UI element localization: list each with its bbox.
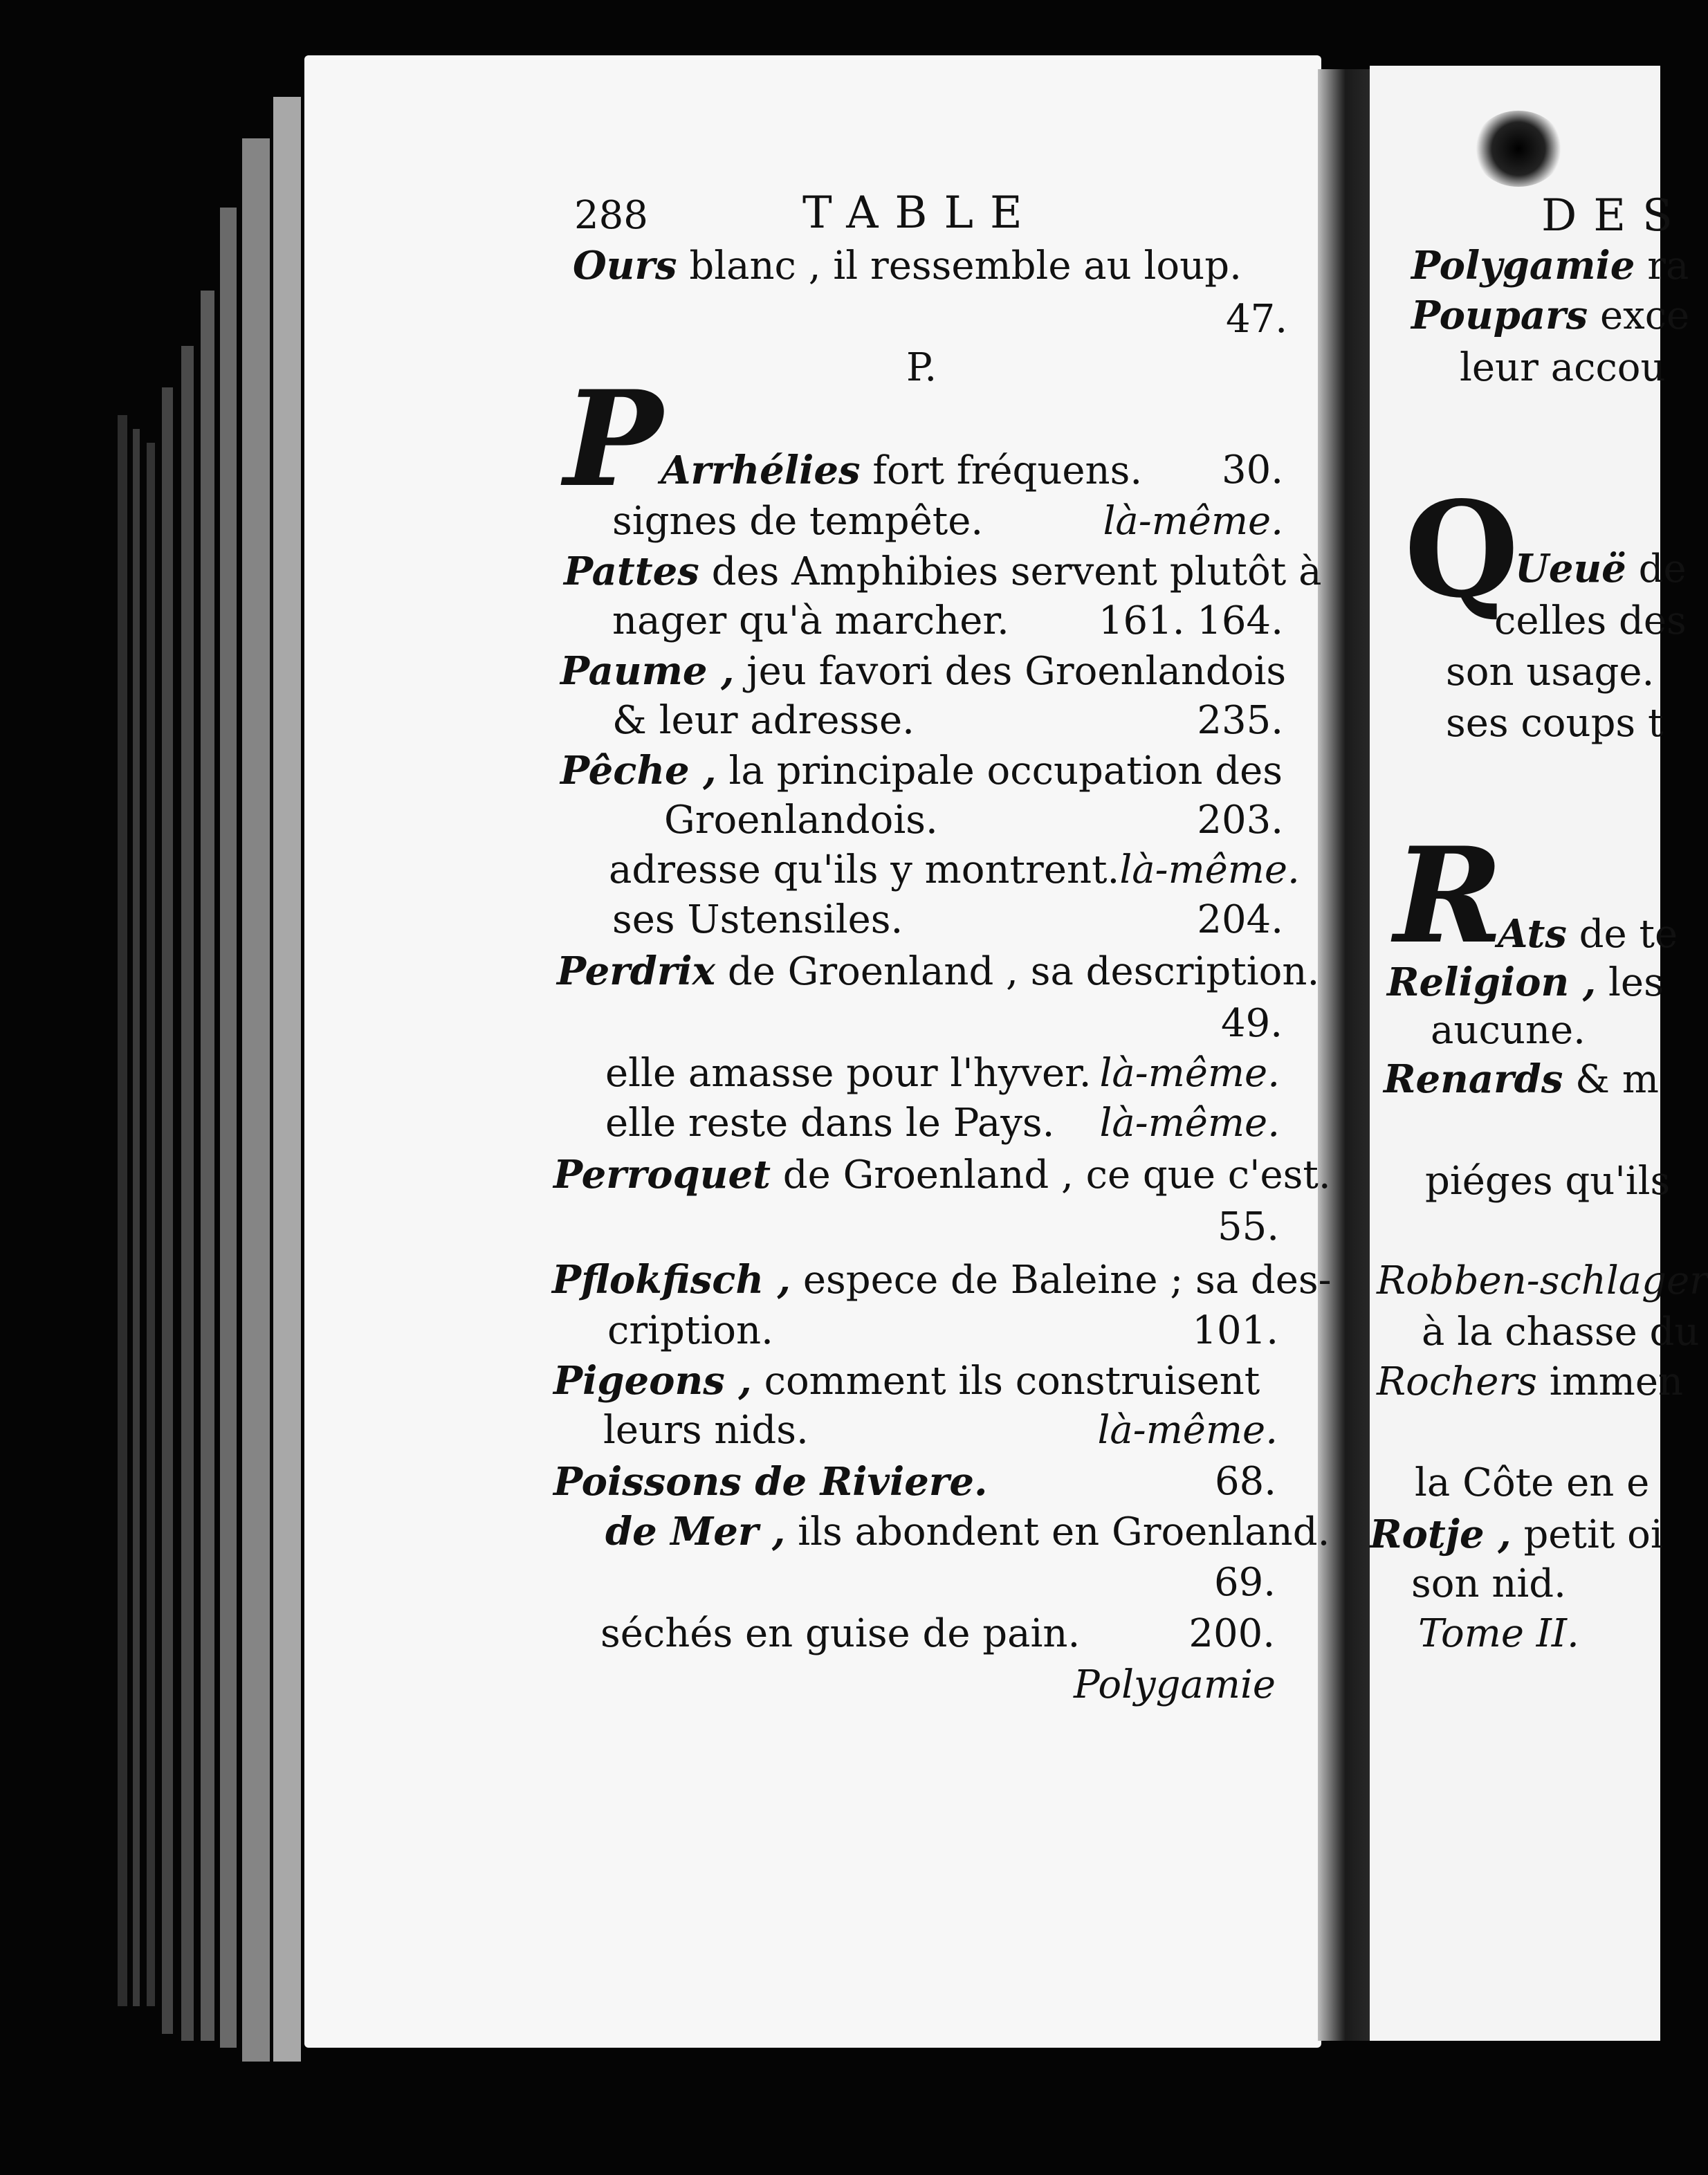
- entry-text: elle reste dans le Pays.: [605, 1101, 1055, 1146]
- index-entry: [1370, 1512, 1663, 1557]
- entry-text: de Groenland , sa description.: [727, 949, 1320, 994]
- entry-head: Perdrix: [557, 948, 716, 994]
- index-entry: [1377, 1360, 1683, 1404]
- entry-text: exce: [1599, 293, 1690, 338]
- entry-text: piéges qu'ils: [1425, 1159, 1671, 1204]
- index-entry: [553, 1359, 1260, 1404]
- entry-page-ref: 200.: [1188, 1611, 1275, 1656]
- running-head: TABLE: [802, 187, 1039, 239]
- entry-text: celles des: [1494, 598, 1687, 643]
- index-entry: [1415, 1461, 1649, 1505]
- ink-stain: [1473, 111, 1563, 187]
- index-entry: [1460, 346, 1666, 390]
- entry-head: Religion ,: [1387, 960, 1597, 1005]
- entry-head: Pattes: [564, 549, 699, 594]
- right-running-head: DES: [1541, 190, 1689, 241]
- entry-text: la Côte en e: [1415, 1460, 1650, 1505]
- entry-head: de Mer ,: [605, 1509, 786, 1554]
- entry-text: Groenlandois.: [664, 798, 938, 843]
- page-edge: [273, 97, 301, 2062]
- index-entry: [1446, 701, 1663, 746]
- entry-text: immen: [1549, 1359, 1684, 1404]
- entry-text: & m: [1575, 1057, 1659, 1102]
- entry-head: Rotje ,: [1370, 1512, 1512, 1557]
- catchword: Polygamie: [1074, 1662, 1276, 1707]
- entry-page-ref: 30.: [1221, 448, 1283, 493]
- index-entry: [607, 1309, 1278, 1353]
- page-edge: [162, 387, 173, 2034]
- entry-text: ils abondent en Groenland.: [798, 1509, 1330, 1554]
- entry-text: de: [1638, 547, 1687, 591]
- entry-text: signes de tempête.: [612, 499, 984, 544]
- index-entry: [1411, 244, 1689, 288]
- entry-head: Pêche ,: [560, 748, 717, 793]
- index-entry: [1422, 1310, 1699, 1355]
- entry-head: Pflokfisch ,: [552, 1257, 791, 1303]
- entry-head: Poupars: [1411, 293, 1588, 338]
- page-edge: [242, 138, 270, 2062]
- entry-page-ref: 203.: [1197, 798, 1283, 843]
- entry-text: leur accou: [1460, 345, 1666, 390]
- entry-page-ref: 204.: [1197, 897, 1283, 942]
- entry-head: Arrhélies: [661, 448, 861, 493]
- entry-text: ses Ustensiles.: [612, 897, 903, 942]
- entry-head: Polygamie: [1411, 243, 1635, 288]
- section-letter: P.: [906, 345, 937, 390]
- entry-text: des Amphibies servent plutôt à: [711, 549, 1322, 594]
- index-entry: [1494, 599, 1687, 643]
- entry-head: Paume ,: [560, 648, 735, 694]
- page-edge: [201, 291, 214, 2041]
- entry-head: Pigeons ,: [553, 1358, 752, 1404]
- index-entry: [603, 1408, 1278, 1453]
- entry-page-ref: 161. 164.: [1098, 598, 1283, 643]
- entry-text: la principale occupation des: [728, 749, 1283, 793]
- index-entry: [564, 549, 1321, 594]
- index-entry: [600, 1612, 1275, 1656]
- index-entry: [664, 798, 1283, 843]
- drop-cap: Q: [1404, 472, 1519, 627]
- index-entry: [560, 649, 1286, 694]
- index-entry: [612, 898, 1283, 942]
- entry-head: Robben-schlager: [1377, 1258, 1708, 1303]
- entry-text: fort fréquens.: [872, 448, 1143, 493]
- entry-head: Ours: [573, 243, 677, 288]
- entry-page-ref: là-même.: [1099, 1051, 1280, 1096]
- entry-page-ref: là-même.: [1097, 1408, 1278, 1453]
- index-entry: [1411, 1562, 1566, 1606]
- entry-text: aucune.: [1431, 1008, 1586, 1053]
- entry-text: son nid.: [1411, 1561, 1566, 1606]
- page-edge: [118, 415, 127, 2006]
- index-entry: [1515, 547, 1687, 591]
- drop-cap: R: [1394, 818, 1503, 973]
- entry-text: blanc , il ressemble au loup.: [689, 244, 1242, 288]
- entry-page-ref: là-même.: [1099, 1101, 1280, 1146]
- entry-text: petit oi: [1523, 1512, 1663, 1557]
- index-entry: [1425, 1159, 1670, 1204]
- index-entry: [560, 749, 1283, 793]
- entry-text: ses coups t: [1446, 701, 1664, 746]
- entry-text: à la chasse du: [1422, 1310, 1700, 1355]
- entry-head: Ueuë: [1515, 546, 1626, 591]
- entry-head: Tome II.: [1418, 1611, 1579, 1656]
- entry-text: comment ils construisent: [764, 1359, 1260, 1404]
- index-entry: [605, 1101, 1280, 1146]
- entry-page-ref: 101.: [1192, 1308, 1278, 1353]
- entry-text: leurs nids.: [603, 1408, 809, 1453]
- entry-page-ref: là-même.: [1103, 499, 1283, 544]
- index-entry: [553, 1460, 1276, 1504]
- index-entry: [552, 1258, 1332, 1303]
- index-entry: [1384, 1057, 1659, 1102]
- index-entry: [1387, 960, 1664, 1005]
- signature-mark: [1418, 1612, 1579, 1656]
- entry-page-ref: 47.: [1226, 297, 1288, 342]
- page-number: 288: [574, 193, 648, 238]
- entry-text: elle amasse pour l'hyver.: [605, 1051, 1092, 1096]
- index-entry: [605, 1509, 1330, 1554]
- index-entry: [1498, 912, 1678, 957]
- entry-text: cription.: [607, 1308, 773, 1353]
- index-entry: [573, 244, 1292, 288]
- index-entry: [1446, 650, 1654, 695]
- entry-head: Ats: [1498, 911, 1567, 957]
- entry-text: ra: [1647, 244, 1689, 288]
- index-entry: [605, 1052, 1280, 1096]
- entry-text: les: [1608, 960, 1664, 1005]
- entry-text: jeu favori des Groenlandois: [746, 649, 1287, 694]
- index-entry: [557, 949, 1319, 994]
- page-edge: [133, 429, 140, 2006]
- index-entry: [612, 699, 1283, 743]
- entry-text: adresse qu'ils y montrent.: [609, 847, 1120, 892]
- entry-text: & leur adresse.: [612, 698, 915, 743]
- index-entry: [612, 599, 1283, 643]
- entry-text: son usage.: [1446, 650, 1655, 695]
- entry-page-ref: 49.: [1221, 1001, 1283, 1046]
- entry-page-ref: 235.: [1197, 698, 1283, 743]
- index-entry: [612, 499, 1283, 544]
- entry-head: Poissons de Riviere.: [553, 1459, 988, 1505]
- entry-text: de Groenland , ce que c'est.: [782, 1153, 1331, 1197]
- entry-text: espece de Baleine ; sa des-: [802, 1258, 1332, 1303]
- entry-head: Perroquet: [553, 1152, 771, 1197]
- index-entry: [1431, 1009, 1586, 1053]
- entry-page-ref: 68.: [1214, 1459, 1276, 1504]
- index-entry: [1411, 293, 1689, 338]
- index-entry: [661, 448, 1283, 493]
- page-edge: [147, 443, 155, 2006]
- entry-text: séchés en guise de pain.: [600, 1611, 1081, 1656]
- index-entry: [553, 1153, 1331, 1197]
- book-gutter: [1318, 69, 1373, 2041]
- entry-page-ref: 55.: [1218, 1204, 1280, 1249]
- page-edge: [220, 208, 237, 2048]
- drop-cap: P: [564, 362, 663, 516]
- entry-head: Rochers: [1377, 1359, 1537, 1404]
- entry-page-ref: là-même.: [1119, 847, 1300, 892]
- entry-page-ref: 69.: [1214, 1560, 1276, 1605]
- page-edge: [181, 346, 194, 2041]
- entry-head: Renards: [1384, 1056, 1563, 1102]
- entry-text: de te: [1579, 912, 1678, 957]
- index-entry: [1377, 1259, 1708, 1303]
- entry-text: nager qu'à marcher.: [612, 598, 1009, 643]
- index-entry: [609, 847, 1300, 892]
